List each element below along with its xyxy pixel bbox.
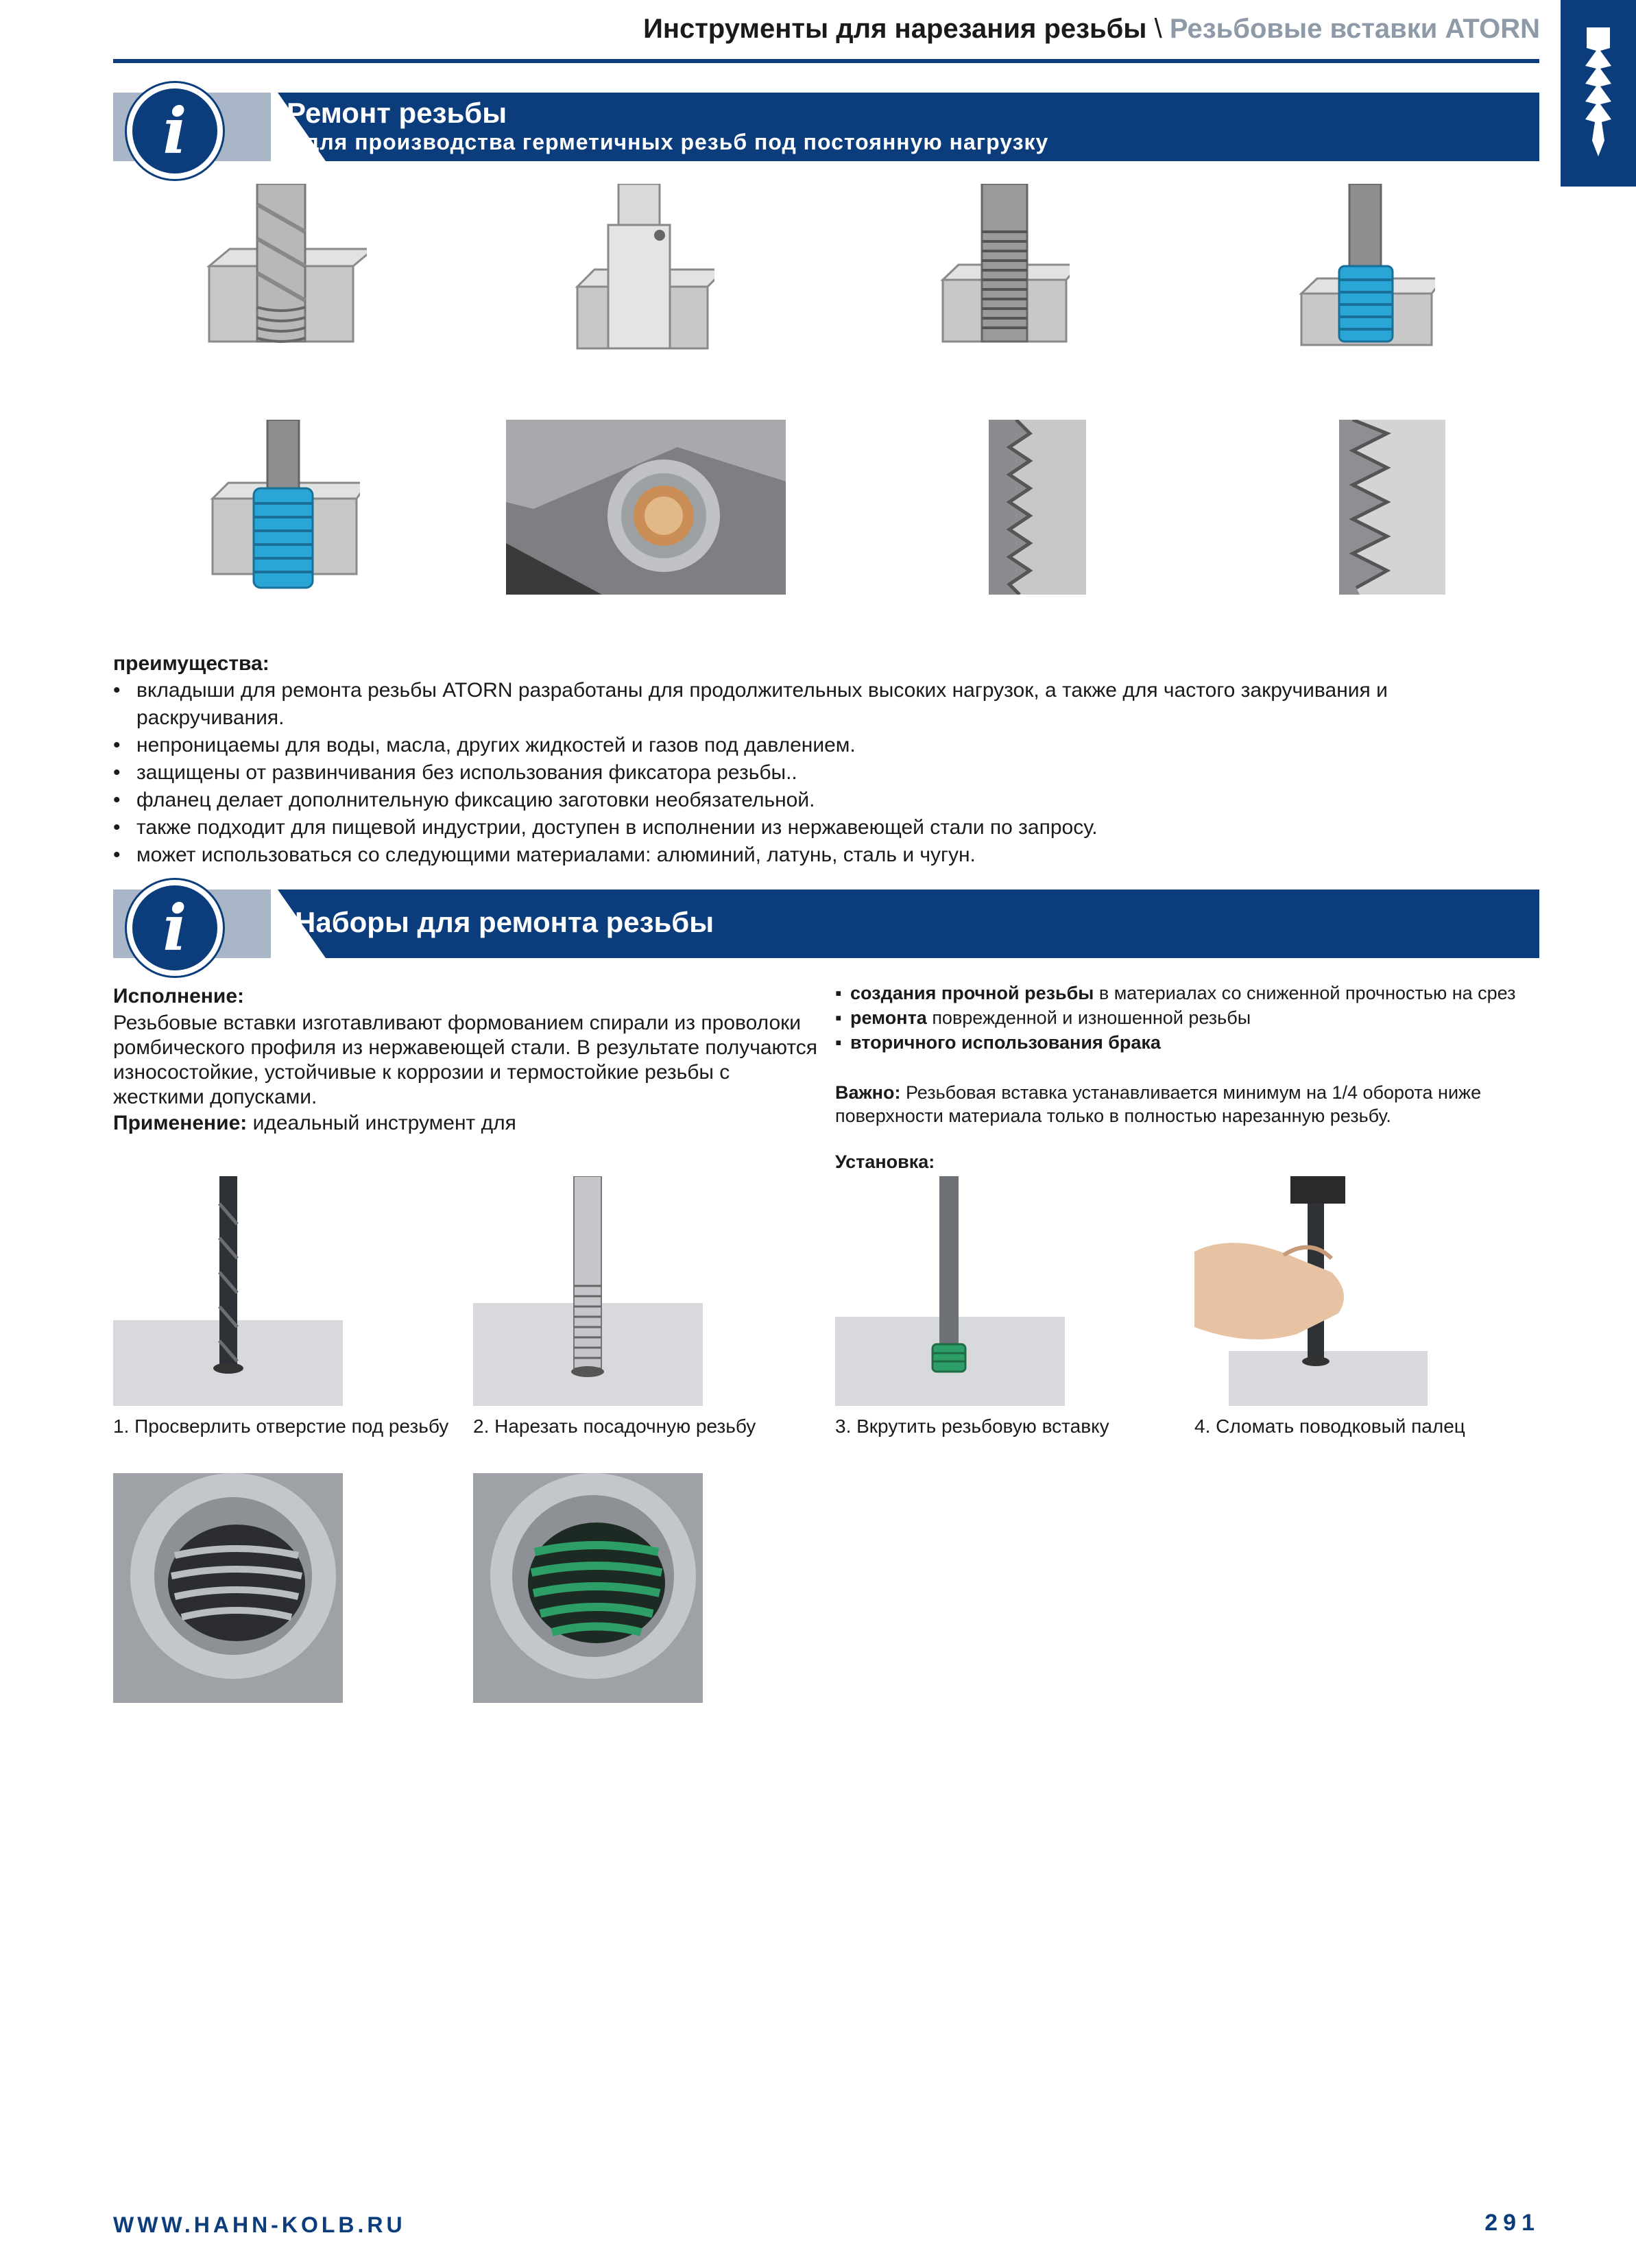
installation-heading: Установка: — [835, 1151, 935, 1172]
step-caption: 1. Просверлить отверстие под резьбу — [113, 1416, 449, 1437]
section-banner-repair — [113, 93, 1539, 168]
footer-website[interactable]: WWW.HAHN-KOLB.RU — [113, 2212, 406, 2237]
section-title: Наборы для ремонта резьбы — [295, 906, 714, 938]
image-step-break-tang — [1194, 1176, 1428, 1406]
step-caption: 4. Сломать поводковый палец — [1194, 1416, 1465, 1437]
advantage-item: • может использоваться со следующими материалами: алюминий, латунь, сталь и чугун. — [113, 841, 1484, 869]
advantages-list — [113, 677, 1484, 869]
image-repaired-thread-closeup — [473, 1473, 703, 1703]
chapter-tab — [1561, 0, 1636, 187]
advantage-item: • также подходит для пищевой индустрии, доступен в исполнении из нержавеющей стали по запросу. — [113, 814, 1484, 841]
image-insert-in-block — [209, 420, 360, 595]
image-threaded-tap-block — [939, 184, 1070, 359]
advantage-item: • непроницаемы для воды, масла, других жидкостей и газов под давлением. — [113, 732, 1484, 759]
image-thread-profile-1 — [989, 420, 1086, 595]
image-damaged-thread-closeup — [113, 1473, 343, 1703]
use-item: ▪ вторичного использования брака — [835, 1030, 1521, 1055]
image-step-insert — [835, 1176, 1065, 1406]
image-step-tap — [473, 1176, 703, 1406]
advantage-item: • защищены от развинчивания без использования фиксатора резьбы.. — [113, 759, 1484, 787]
image-installed-insert-photo — [506, 420, 786, 595]
section-banner-kits — [113, 890, 1539, 965]
page-header — [643, 14, 1540, 45]
image-drill-block — [202, 184, 367, 359]
header-subtitle: Резьбовые вставки ATORN — [1169, 14, 1540, 44]
use-item: ▪ ремонта поврежденной и изношенной резьбы — [835, 1005, 1521, 1030]
step-caption: 2. Нарезать посадочную резьбу — [473, 1416, 756, 1437]
image-thread-profile-2 — [1339, 420, 1445, 595]
application-line — [113, 1110, 516, 1137]
important-text: Резьбовая вставка устанавливается минимум на 1/4 оборота ниже поверхности материала только в полностью нарезанную резьбу. — [835, 1082, 1482, 1126]
uses-list — [835, 981, 1521, 1055]
execution-heading: Исполнение: — [113, 985, 245, 1007]
image-step-drill — [113, 1176, 343, 1406]
section-title: Ремонт резьбы — [287, 97, 507, 129]
image-insert-install-block — [1298, 184, 1435, 359]
application-text: идеальный инструмент для — [247, 1112, 516, 1134]
important-label: Важно: — [835, 1082, 901, 1103]
page-number: 291 — [1484, 2210, 1540, 2236]
header-separator: \ — [1154, 14, 1162, 44]
advantage-item: • вкладыши для ремонта резьбы ATORN разработаны для продолжительных высоких нагрузок, а также для частого закручивания и раскручивания. — [113, 677, 1484, 732]
header-title: Инструменты для нарезания резьбы — [643, 14, 1147, 44]
step-caption: 3. Вкрутить резьбовую вставку — [835, 1416, 1109, 1437]
use-item: ▪ создания прочной резьбы в материалах со сниженной прочностью на срез — [835, 981, 1521, 1005]
header-rule — [113, 59, 1539, 63]
execution-text: Резьбовые вставки изготавливают формованием спирали из проволоки ромбического профиля из нержавеющей стали. В результате получаются износостойкие, устойчивые к коррозии и термостойкие резьбы с жесткими допусками. — [113, 1012, 818, 1108]
info-icon: i — [127, 83, 223, 179]
drill-icon — [1561, 0, 1636, 187]
advantages-heading: преимущества: — [113, 652, 269, 675]
image-tap-adapter-block — [570, 184, 714, 359]
application-label: Применение: — [113, 1112, 248, 1134]
advantage-item: • фланец делает дополнительную фиксацию заготовки необязательной. — [113, 787, 1484, 814]
section-subtitle: для производства герметичных резьб под постоянную нагрузку — [305, 130, 1049, 154]
important-note — [835, 1081, 1528, 1127]
info-icon: i — [127, 880, 223, 976]
